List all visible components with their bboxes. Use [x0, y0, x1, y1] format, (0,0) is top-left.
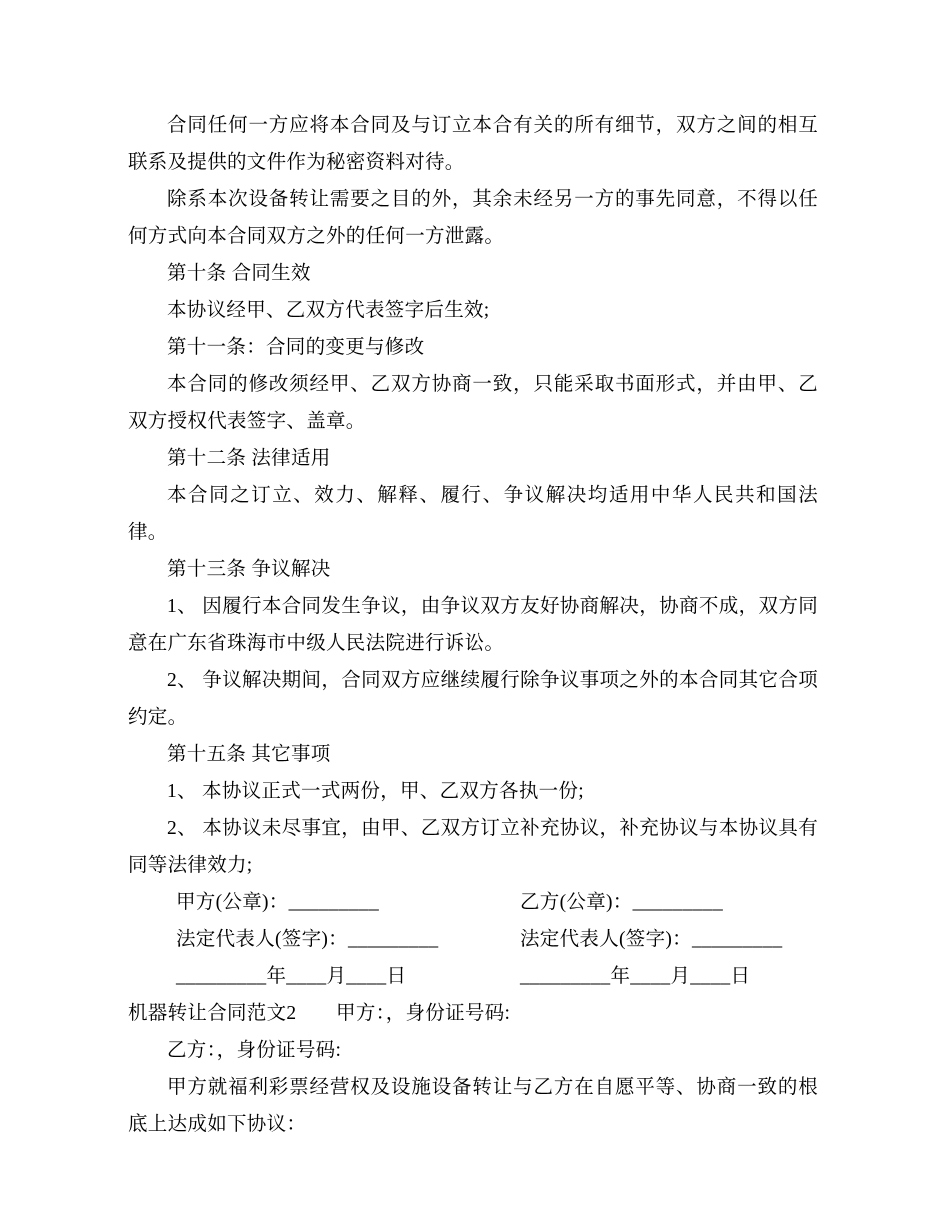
clause-15-item-2: 2、 本协议未尽事宜，由甲、乙双方订立补充协议，补充协议与本协议具有同等法律效力; [128, 818, 818, 876]
clause-13-item-2: 2、 争议解决期间，合同双方应继续履行除争议事项之外的本合同其它合项约定。 [128, 670, 818, 728]
clause-11-body: 本合同的修改须经甲、乙双方协商一致，只能采取书面形式，并由甲、乙双方授权代表签字、盖章。 [128, 374, 818, 432]
clause-12-body: 本合同之订立、效力、解释、履行、争议解决均适用中华人民共和国法律。 [128, 485, 818, 543]
signature-date-row [128, 958, 818, 995]
party-a-seal-line: 甲方(公章)：_________ [176, 892, 380, 913]
clause-11-heading: 第十一条：合同的变更与修改 [167, 337, 425, 358]
party-a-representative-line: 法定代表人(签字)：_________ [176, 929, 439, 950]
party-b-representative-line: 法定代表人(签字)：_________ [520, 929, 783, 950]
sample-2-preamble-paragraph: 甲方就福利彩票经营权及设施设备转让与乙方在自愿平等、协商一致的根底上达成如下协议： [128, 1077, 818, 1135]
clause-12-heading: 第十二条 法律适用 [167, 448, 331, 469]
confidentiality-clause-paragraph: 合同任何一方应将本合同及与订立本合有关的所有细节，双方之间的相互联系及提供的文件作为秘密资料对待。 [128, 115, 818, 173]
clause-13-heading: 第十三条 争议解决 [167, 559, 331, 580]
clause-13-item-1: 1、 因履行本合同发生争议，由争议双方友好协商解决，协商不成，双方同意在广东省珠海市中级人民法院进行诉讼。 [128, 596, 818, 654]
signature-representative-row [128, 921, 818, 958]
party-b-date-line: _________年____月____日 [520, 966, 751, 987]
party-b-seal-line: 乙方(公章)：_________ [520, 892, 724, 913]
sample-2-heading-party-a-line: 机器转让合同范文2 甲方：，身份证号码: [128, 1003, 511, 1024]
sample-2-party-b-line: 乙方：，身份证号码: [167, 1040, 342, 1061]
clause-10-body: 本协议经甲、乙双方代表签字后生效; [167, 300, 490, 321]
clause-15-item-1: 1、 本协议正式一式两份，甲、乙双方各执一份; [167, 781, 584, 802]
clause-15-heading: 第十五条 其它事项 [167, 744, 331, 765]
party-a-date-line: _________年____月____日 [176, 966, 407, 987]
signature-block [128, 884, 818, 995]
clause-10-heading: 第十条 合同生效 [167, 263, 311, 284]
signature-seal-row [128, 884, 818, 921]
non-disclosure-paragraph: 除系本次设备转让需要之目的外，其余未经另一方的事先同意，不得以任何方式向本合同双方之外的任何一方泄露。 [128, 189, 818, 247]
